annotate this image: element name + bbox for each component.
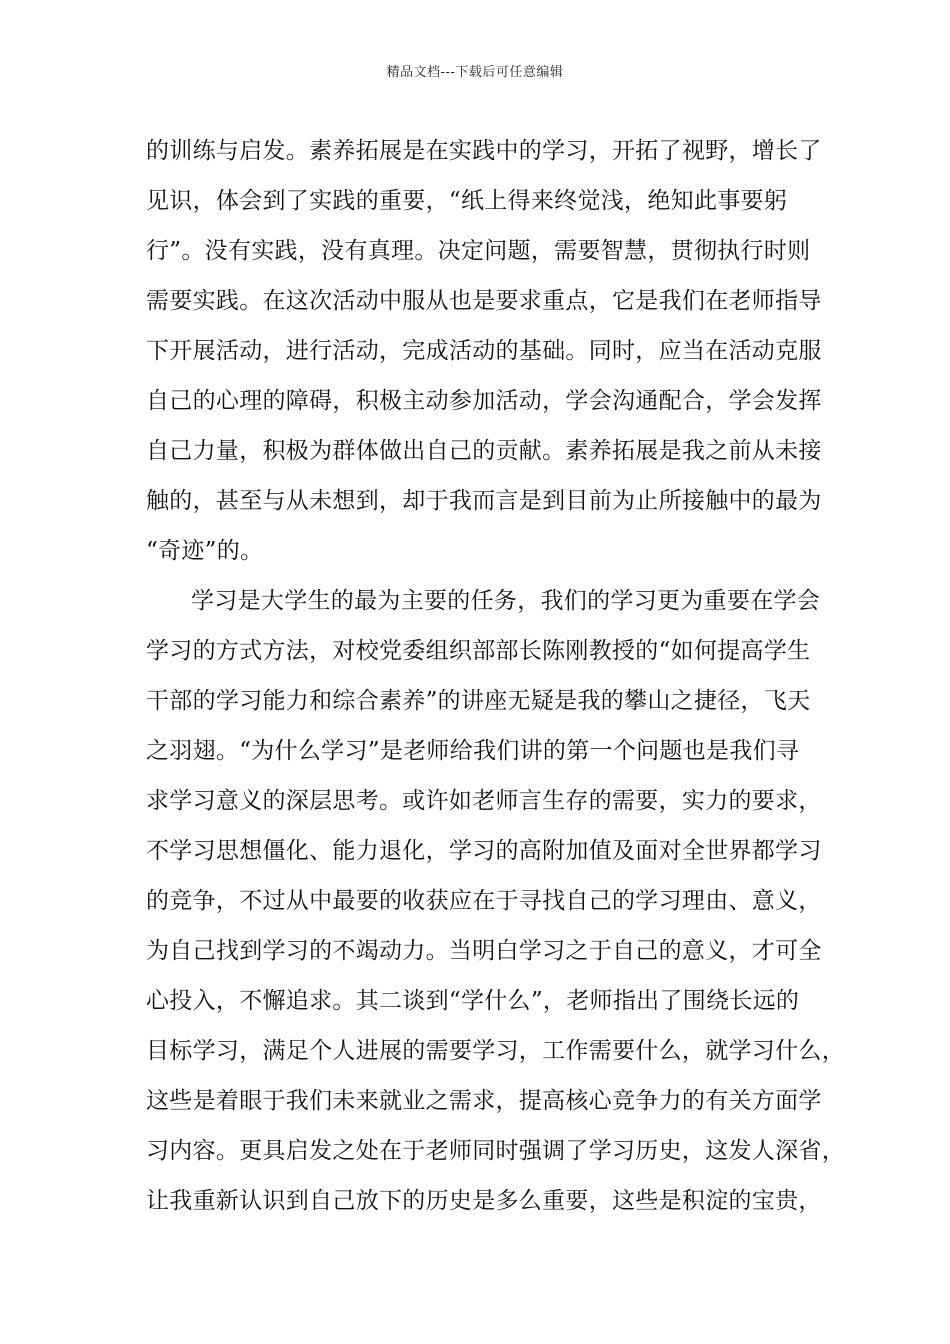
text-line: 行”。没有实践，没有真理。决定问题，需要智慧，贯彻执行时则 [146,238,811,264]
text-line: 干部的学习能力和综合素养”的讲座无疑是我的攀山之捷径，飞天 [146,688,811,714]
text-line: 下开展活动，进行活动，完成活动的基础。同时，应当在活动克服 [146,338,822,364]
text-line: 见识，体会到了实践的重要，“纸上得来终觉浅，绝知此事要躬 [146,188,788,214]
text-line: 的竞争，不过从中最要的收获应在于寻找自己的学习理由、意义， [146,888,822,914]
text-line: 的训练与启发。素养拓展是在实践中的学习，开拓了视野，增长了 [146,138,822,164]
text-line: 为自己找到学习的不竭动力。当明白学习之于自己的意义，才可全 [146,938,822,964]
text-line: 心投入，不懈追求。其二谈到“学什么”，老师指出了围绕长远的 [146,988,800,1014]
text-line: 需要实践。在这次活动中服从也是要求重点，它是我们在老师指导 [146,288,822,314]
page-header: 精品文档---下载后可任意编辑 [386,65,564,80]
text-line: 之羽翅。“为什么学习”是老师给我们讲的第一个问题也是我们寻 [146,738,800,764]
text-line: 自己的心理的障碍，积极主动参加活动，学会沟通配合，学会发挥 [146,388,822,414]
text-line: 学习的方式方法，对校党委组织部部长陈刚教授的“如何提高学生 [146,638,811,664]
text-line: 不学习思想僵化、能力退化，学习的高附加值及面对全世界都学习 [146,838,822,864]
text-line: 学习是大学生的最为主要的任务，我们的学习更为重要在学会 [191,588,821,614]
paragraph-2 [146,576,845,1226]
text-line: 触的，甚至与从未想到，却于我而言是到目前为止所接触中的最为 [146,488,822,514]
document-body [146,126,845,1226]
text-line: 目标学习，满足个人进展的需要学习，工作需要什么，就学习什么， [146,1038,845,1064]
text-line: 自己力量，积极为群体做出自己的贡献。素养拓展是我之前从未接 [146,438,822,464]
text-line: “奇迹”的。 [146,538,264,564]
paragraph-1 [146,126,836,576]
text-line: 习内容。更具启发之处在于老师同时强调了学习历史，这发人深省， [146,1138,845,1164]
text-line: 这些是着眼于我们未来就业之需求，提高核心竞争力的有关方面学 [146,1088,822,1114]
text-line: 让我重新认识到自己放下的历史是多么重要，这些是积淀的宝贵， [146,1188,822,1214]
text-line: 求学习意义的深层思考。或许如老师言生存的需要，实力的要求， [146,788,822,814]
